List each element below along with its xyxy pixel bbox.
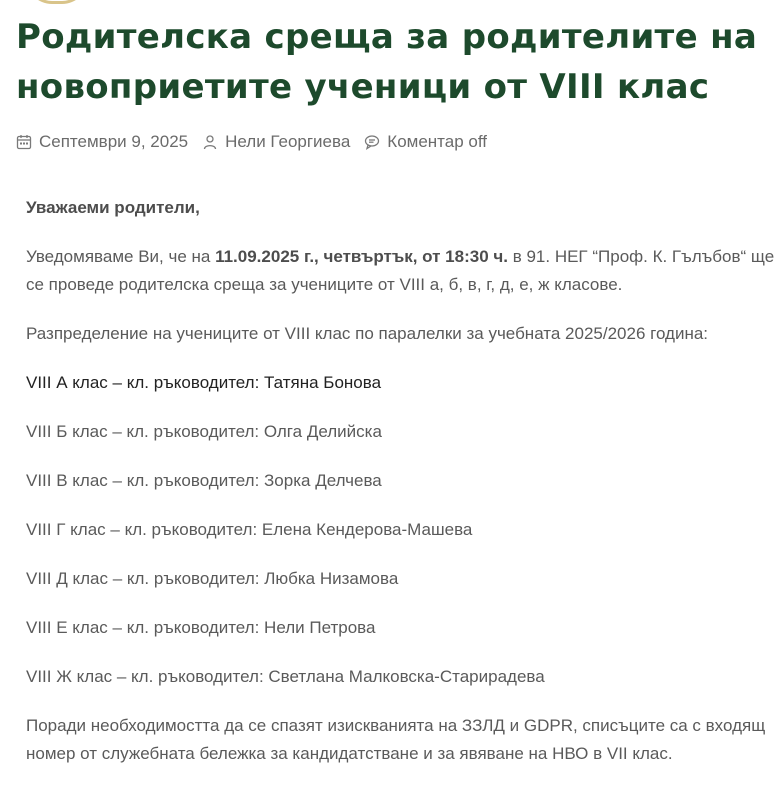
calendar-icon xyxy=(16,134,32,150)
intro-paragraph xyxy=(26,243,776,299)
page-title-line-1: Родителска среща за родителите на xyxy=(16,17,758,57)
post-author[interactable] xyxy=(202,132,350,152)
gdpr-note-paragraph: Поради необходимостта да се спазят изискванията на ЗЗЛД и GDPR, списъците са с входящ номер от служебната бележка за кандидатстване и за явяване на НВО в VII клас. xyxy=(26,716,766,763)
class-item-b: VIII Б клас – кл. ръководител: Олга Делийска xyxy=(26,422,382,441)
post-date[interactable] xyxy=(16,132,188,152)
intro-text-before: Уведомяваме Ви, че на xyxy=(26,247,216,266)
intro-date-bold: 11.09.2025 г., четвъртък, от 18:30 ч. xyxy=(215,247,508,266)
post-comments-text: Коментар off xyxy=(387,132,488,151)
page-title-line-2: новоприетите ученици от VIII клас xyxy=(16,67,710,107)
post-date-text: Септември 9, 2025 xyxy=(39,132,189,151)
post-comments xyxy=(364,132,487,152)
distribution-paragraph: Разпределение на учениците от VIII клас по паралелки за учебната 2025/2026 година: xyxy=(26,324,709,343)
intro-text-after: в 91. НЕГ “Проф. К. Гълъбов“ ще се проведе родителска среща за учениците от VIII а, б, в, г, д, е, ж класове. xyxy=(26,247,775,294)
class-item-d: VIII Д клас – кл. ръководител: Любка Низамова xyxy=(26,569,399,588)
page-title xyxy=(16,12,784,112)
comment-icon xyxy=(364,134,380,150)
user-icon xyxy=(202,134,218,150)
class-item-e: VIII Е клас – кл. ръководител: Нели Петрова xyxy=(26,618,376,637)
class-item-zh: VIII Ж клас – кл. ръководител: Светлана Малковска-Старирадева xyxy=(26,667,545,686)
class-item-v: VIII В клас – кл. ръководител: Зорка Делчева xyxy=(26,471,382,490)
post-author-text: Нели Георгиева xyxy=(225,132,351,151)
post-meta xyxy=(16,130,487,154)
class-item-a: VIII А клас – кл. ръководител: Татяна Бонова xyxy=(26,373,382,392)
site-logo[interactable] xyxy=(26,0,88,4)
greeting-paragraph xyxy=(26,194,776,222)
class-item-g: VIII Г клас – кл. ръководител: Елена Кендерова-Машева xyxy=(26,520,473,539)
greeting-text: Уважаеми родители, xyxy=(26,198,200,217)
article-body xyxy=(26,194,776,768)
